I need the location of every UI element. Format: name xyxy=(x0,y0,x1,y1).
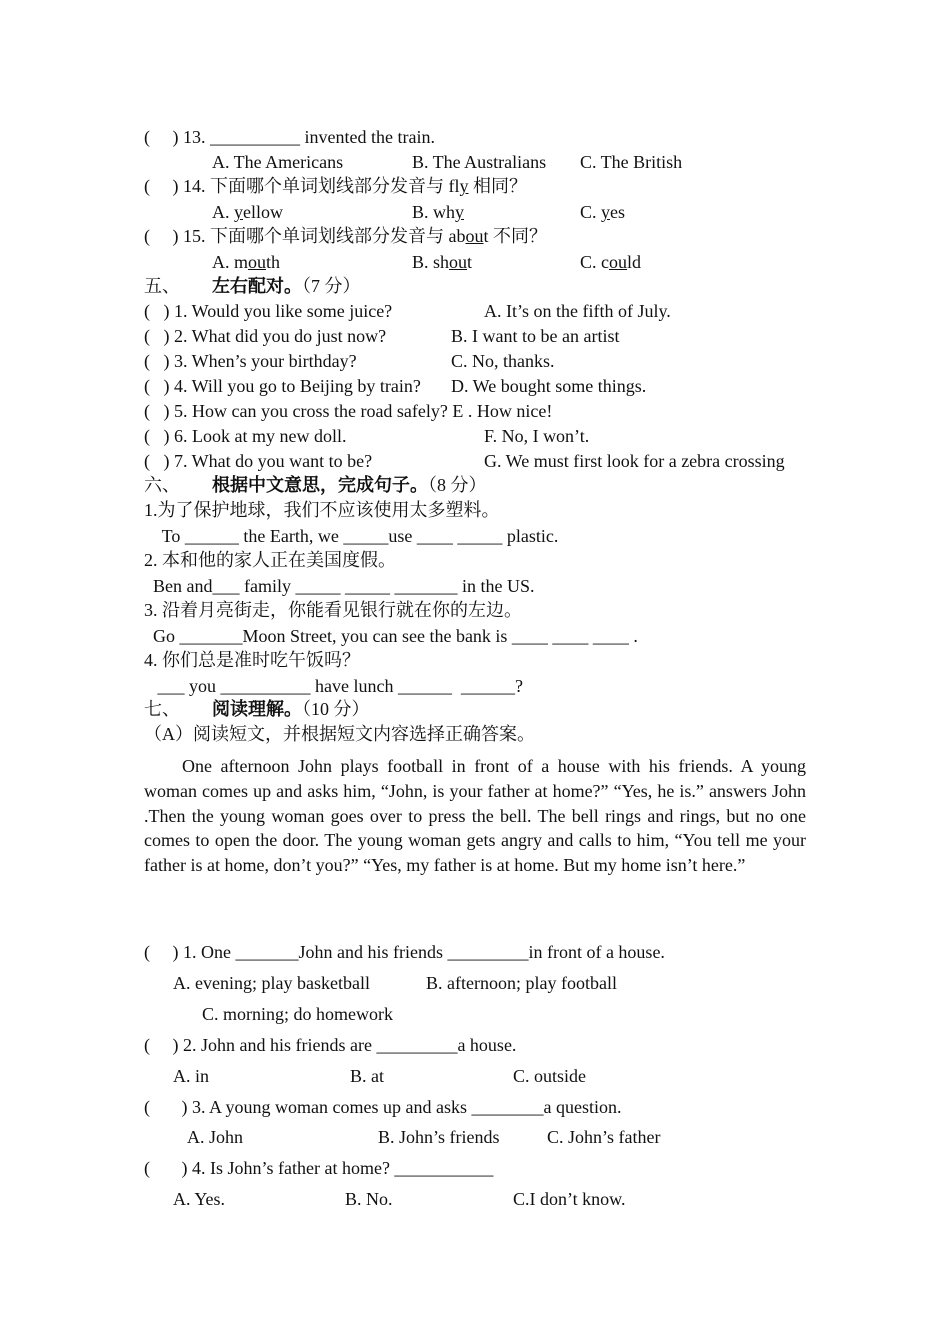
reading-question-3-option-c: C. John’s father xyxy=(547,1127,661,1147)
translation-2-english: Ben and___ family _____ _____ _______ in the US. xyxy=(144,576,535,596)
section-7-number: 七、 xyxy=(144,699,180,719)
translation-1-english: To ______ the Earth, we _____use ____ _____ plastic. xyxy=(144,526,559,546)
section-6-number: 六、 xyxy=(144,475,180,495)
match-question-7: ( ) 7. What do you want to be? xyxy=(144,451,373,471)
reading-passage: One afternoon John plays football in front of a house with his friends. A young woman comes up and asks him, “John, is your father at home?” “Yes, he is.” answers John .Then the young woman goes over to press the bell. The bell rings and rings, but no one comes to open the door. The young woman gets angry and calls to him, “You tell me your father is at home, don’t you?” “Yes, my father is at home. But my home isn’t here.” xyxy=(144,756,806,876)
reading-question-1-stem: ( ) 1. One _______John and his friends _________in front of a house. xyxy=(144,942,665,962)
match-question-6: ( ) 6. Look at my new doll. xyxy=(144,426,347,446)
match-answer-f: F. No, I won’t. xyxy=(484,426,590,446)
question-15-option-c: C. could xyxy=(580,252,642,272)
match-question-4: ( ) 4. Will you go to Beijing by train? xyxy=(144,376,421,396)
translation-1-chinese: 1.为了保护地球，我们不应该使用太多塑料。 xyxy=(144,500,500,520)
question-13-option-a: A. The Americans xyxy=(212,152,344,172)
reading-a-instruction: （A）阅读短文，并根据短文内容选择正确答案。 xyxy=(144,724,535,744)
section-5-heading: 左右配对。（7 分） xyxy=(212,276,361,296)
reading-question-2-option-b: B. at xyxy=(350,1066,384,1086)
translation-2-chinese: 2. 本和他的家人正在美国度假。 xyxy=(144,550,396,570)
reading-question-1-option-a: A. evening; play basketball xyxy=(173,973,370,993)
match-question-5: ( ) 5. How can you cross the road safely? E . How nice! xyxy=(144,401,553,421)
translation-3-english: Go _______Moon Street, you can see the bank is ____ ____ ____ . xyxy=(144,626,638,646)
match-answer-a: A. It’s on the fifth of July. xyxy=(484,301,671,321)
reading-question-2-option-a: A. in xyxy=(173,1066,209,1086)
translation-4-chinese: 4. 你们总是准时吃午饭吗？ xyxy=(144,650,360,670)
translation-4-english: ___ you __________ have lunch ______ ______? xyxy=(144,676,523,696)
match-question-1: ( ) 1. Would you like some juice? xyxy=(144,301,393,321)
match-answer-b: B. I want to be an artist xyxy=(451,326,620,346)
section-5-number: 五、 xyxy=(144,276,180,296)
question-14-option-c: C. yes xyxy=(580,202,626,222)
translation-3-chinese: 3. 沿着月亮街走，你能看见银行就在你的左边。 xyxy=(144,600,522,620)
question-15-option-b: B. shout xyxy=(412,252,473,272)
section-7-heading: 阅读理解。（10 分） xyxy=(212,699,370,719)
reading-question-4-option-c: C.I don’t know. xyxy=(513,1189,626,1209)
reading-question-3-option-a: A. John xyxy=(187,1127,244,1147)
reading-question-2-option-c: C. outside xyxy=(513,1066,587,1086)
reading-question-4-option-a: A. Yes. xyxy=(173,1189,226,1209)
reading-question-4-option-b: B. No. xyxy=(345,1189,393,1209)
section-6-heading: 根据中文意思，完成句子。（8 分） xyxy=(212,475,487,495)
question-15-option-a: A. mouth xyxy=(212,252,281,272)
match-question-2: ( ) 2. What did you do just now? xyxy=(144,326,387,346)
match-answer-d: D. We bought some things. xyxy=(451,376,647,396)
match-answer-g: G. We must first look for a zebra crossing xyxy=(484,451,785,471)
question-14-stem: ( ) 14. 下面哪个单词划线部分发音与 fly 相同？ xyxy=(144,176,527,196)
reading-question-4-stem: ( ) 4. Is John’s father at home? ___________ xyxy=(144,1158,494,1178)
reading-question-1-option-b: B. afternoon; play football xyxy=(426,973,617,993)
question-13-stem: ( ) 13. __________ invented the train. xyxy=(144,127,435,147)
reading-question-2-stem: ( ) 2. John and his friends are _________a house. xyxy=(144,1035,517,1055)
reading-question-3-stem: ( ) 3. A young woman comes up and asks ________a question. xyxy=(144,1097,622,1117)
match-question-3: ( ) 3. When’s your birthday? xyxy=(144,351,357,371)
question-15-stem: ( ) 15. 下面哪个单词划线部分发音与 about 不同？ xyxy=(144,226,547,246)
question-13-option-b: B. The Australians xyxy=(412,152,547,172)
match-answer-c: C. No, thanks. xyxy=(451,351,555,371)
reading-question-3-option-b: B. John’s friends xyxy=(378,1127,500,1147)
question-13-option-c: C. The British xyxy=(580,152,683,172)
question-14-option-a: A. yellow xyxy=(212,202,283,222)
question-14-option-b: B. why xyxy=(412,202,465,222)
reading-question-1-option-c: C. morning; do homework xyxy=(202,1004,393,1024)
